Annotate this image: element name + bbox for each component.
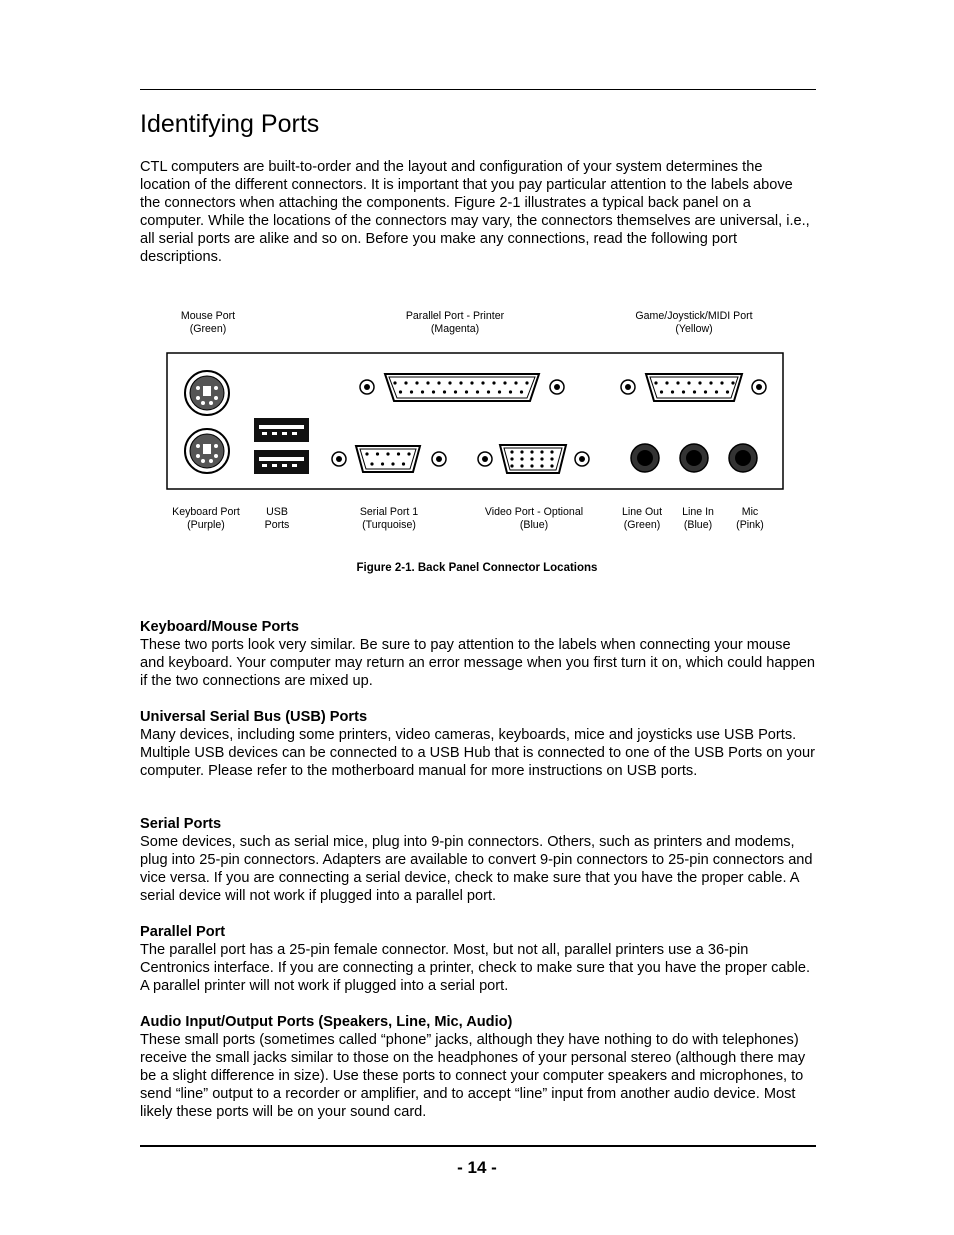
page-title: Identifying Ports <box>140 110 320 138</box>
connector-pin <box>448 381 451 384</box>
connector-pin <box>698 381 701 384</box>
connector-pin <box>402 462 405 465</box>
section-body: Many devices, including some printers, video cameras, keyboards, mice and joysticks use USB Ports. Multiple USB devices can be connected to a USB Hub that is connected to one of the USB Ports on your computer. Please refer to the motherboard manual for more instructions on USB ports. <box>140 726 815 779</box>
connector-pin <box>709 381 712 384</box>
section-serial <box>140 816 816 906</box>
connector-pin <box>687 381 690 384</box>
section-usb <box>140 709 816 781</box>
section-body: Some devices, such as serial mice, plug into 9-pin connectors. Others, such as printers and modems, plug into 25-pin connectors. Adapters are available to convert 9-pin connectors to 25-pin connectors and vice versa. If you are connecting a serial device, check to make sure that you have the proper cable. A serial device will not work if plugged into a parallel port. <box>140 833 813 904</box>
usb-port-2 <box>254 450 309 474</box>
connector-pin <box>665 381 668 384</box>
connector-pin <box>404 381 407 384</box>
section-body: These two ports look very similar. Be sure to pay attention to the labels when connecting your mouse and keyboard. Your computer may return an error message when you first turn it on, which could happen if the two connections are mixed up. <box>140 636 815 689</box>
connector-pin <box>386 452 389 455</box>
connector-pin <box>476 390 479 393</box>
section-audio <box>140 1014 816 1121</box>
connector-pin <box>410 390 413 393</box>
label-mouse-port: Mouse Port (Green) <box>180 310 236 335</box>
connector-pin <box>715 390 718 393</box>
connector-pin <box>530 464 533 467</box>
connector-pin <box>693 390 696 393</box>
section-parallel <box>140 924 816 996</box>
connector-pin <box>530 450 533 453</box>
section-heading: Parallel Port <box>140 924 226 940</box>
connector-pin <box>720 381 723 384</box>
label-line-out: Line Out (Green) <box>621 506 663 531</box>
label-serial-port: Serial Port 1 (Turquoise) <box>359 506 419 531</box>
connector-pin <box>421 390 424 393</box>
connector-pin <box>520 450 523 453</box>
connector-pin <box>381 462 384 465</box>
section-heading: Audio Input/Output Ports (Speakers, Line, Mic, Audio) <box>140 1014 513 1030</box>
label-usb-ports: USB Ports <box>264 506 290 531</box>
section-heading: Keyboard/Mouse Ports <box>140 619 299 635</box>
line-out-jack <box>631 444 659 472</box>
bottom-rule <box>140 1145 816 1147</box>
connector-pin <box>731 381 734 384</box>
mic-jack <box>729 444 757 472</box>
connector-pin <box>525 381 528 384</box>
connector-pin <box>399 390 402 393</box>
connector-pin <box>487 390 490 393</box>
connector-pin <box>459 381 462 384</box>
label-line-in: Line In (Blue) <box>682 506 714 531</box>
connector-pin <box>510 457 513 460</box>
connector-pin <box>407 452 410 455</box>
connector-pin <box>660 390 663 393</box>
connector-pin <box>470 381 473 384</box>
connector-pin <box>370 462 373 465</box>
keyboard-ps2-port <box>185 429 229 473</box>
section-heading: Serial Ports <box>140 816 222 832</box>
connector-pin <box>397 452 400 455</box>
connector-pin <box>498 390 501 393</box>
mouse-ps2-port <box>185 371 229 415</box>
connector-pin <box>376 452 379 455</box>
connector-pin <box>726 390 729 393</box>
label-mic: Mic (Pink) <box>736 506 764 531</box>
connector-pin <box>481 381 484 384</box>
connector-pin <box>540 450 543 453</box>
connector-pin <box>503 381 506 384</box>
label-keyboard-port: Keyboard Port (Purple) <box>172 506 240 531</box>
connector-pin <box>432 390 435 393</box>
connector-pin <box>454 390 457 393</box>
section-heading: Universal Serial Bus (USB) Ports <box>140 709 368 725</box>
section-body: The parallel port has a 25-pin female connector. Most, but not all, parallel printers use a 36-pin Centronics interface. If you are connecting a printer, check to make sure that you have the proper cable. A parallel printer will not work if plugged into a serial port. <box>140 941 811 994</box>
connector-pin <box>540 457 543 460</box>
line-in-jack <box>680 444 708 472</box>
connector-pin <box>520 457 523 460</box>
connector-pin <box>530 457 533 460</box>
connector-pin <box>550 464 553 467</box>
connector-pin <box>443 390 446 393</box>
connector-pin <box>393 381 396 384</box>
label-game-port: Game/Joystick/MIDI Port (Yellow) <box>635 310 753 335</box>
connector-pin <box>415 381 418 384</box>
connector-pin <box>550 457 553 460</box>
page-number: - 14 - <box>457 1158 497 1177</box>
connector-pin <box>391 462 394 465</box>
connector-pin <box>682 390 685 393</box>
usb-port-1 <box>254 418 309 442</box>
figure-caption: Figure 2-1. Back Panel Connector Locations <box>356 562 598 574</box>
connector-pin <box>492 381 495 384</box>
connector-pin <box>510 464 513 467</box>
connector-pin <box>654 381 657 384</box>
section-keyboard-mouse <box>140 619 816 691</box>
connector-pin <box>540 464 543 467</box>
connector-pin <box>426 381 429 384</box>
connector-pin <box>509 390 512 393</box>
connector-pin <box>520 390 523 393</box>
label-video-port: Video Port - Optional (Blue) <box>484 506 584 531</box>
connector-pin <box>520 464 523 467</box>
connector-pin <box>704 390 707 393</box>
connector-pin <box>550 450 553 453</box>
section-body: These small ports (sometimes called “phone” jacks, although they have nothing to do with telephones) receive the small jacks similar to those on the headphones of your personal stereo (although there may be a slight difference in size). Use these ports to connect your computer speakers and microphones, to send “line” output to a recorder or amplifier, and to accept “line” input from another audio device. Most likely these ports will be on your sound card. <box>140 1031 806 1120</box>
connector-pin <box>676 381 679 384</box>
label-parallel-port: Parallel Port - Printer (Magenta) <box>405 310 505 335</box>
connector-pin <box>437 381 440 384</box>
connector-pin <box>465 390 468 393</box>
connector-pin <box>671 390 674 393</box>
connector-pin <box>510 450 513 453</box>
connector-pin <box>365 452 368 455</box>
connector-pin <box>514 381 517 384</box>
intro-paragraph: CTL computers are built-to-order and the layout and configuration of your system determines the location of the different connectors. It is important that you pay particular attention to the labels above the connectors when attaching the components. Figure 2-1 illustrates a typical back panel on a computer. While the locations of the connectors may vary, the connectors themselves are universal, i.e., all serial ports are alike and so on. Before you make any connections, read the following port descriptions. <box>140 159 810 265</box>
